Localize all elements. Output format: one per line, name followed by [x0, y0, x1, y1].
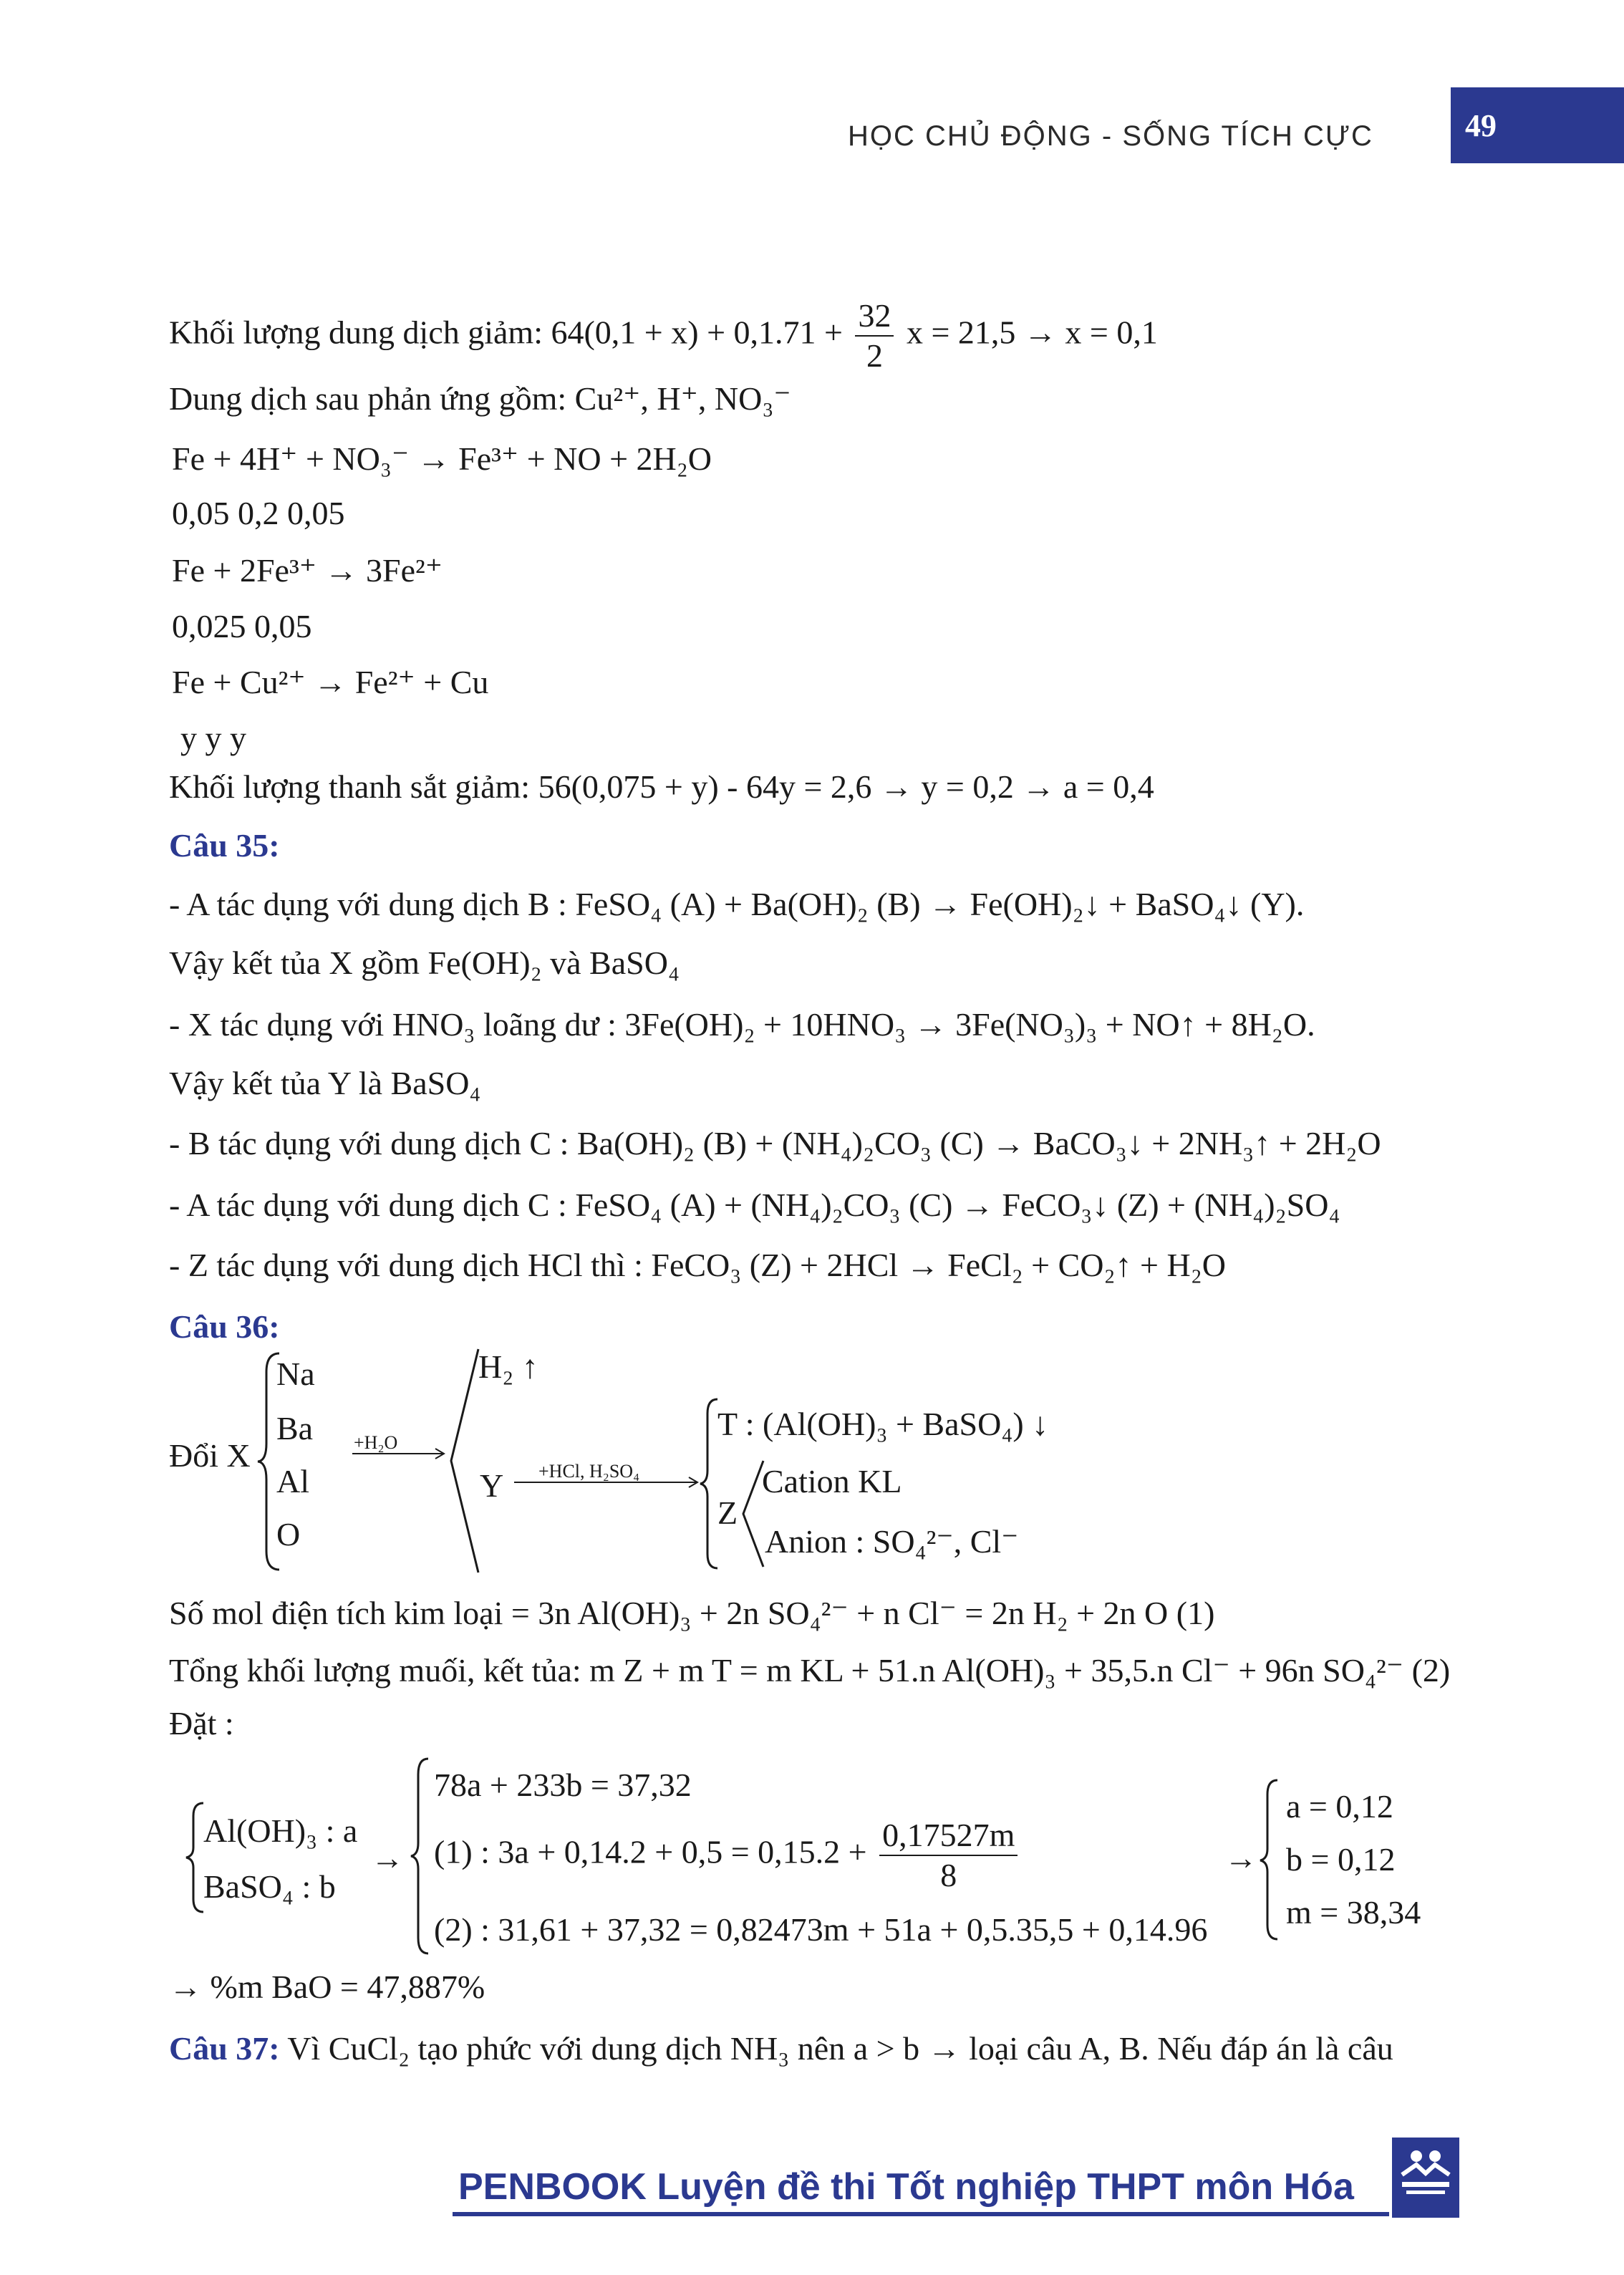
- footer-title: PENBOOK Luyện đề thi Tốt nghiệp THPT môn Hóa: [458, 2166, 1354, 2208]
- q35-line-4: Vậy kết tủa Y là BaSO₄: [169, 1065, 481, 1101]
- element-al: Al: [276, 1463, 309, 1499]
- mass-equation: Tổng khối lượng muối, kết tủa: m Z + m T = m KL + 51.n Al(OH)₃ + 35,5.n Cl⁻ + 96n SO₄²⁻ (2): [169, 1652, 1451, 1689]
- acid-reagent-label: +HCl, H₂SO₄: [538, 1461, 640, 1482]
- split-bracket-icon: [447, 1346, 483, 1575]
- system-eq-3: (2) : 31,61 + 37,32 = 0,82473m + 51a + 0,5.35,5 + 0,14.96: [434, 1911, 1208, 1948]
- left-brace-icon: [1259, 1777, 1280, 1942]
- text: (1) : 3a + 0,14.2 + 0,5 = 0,15.2 +: [434, 1833, 867, 1870]
- hydrogen-gas: H₂ ↑: [478, 1348, 538, 1385]
- equation-3: Fe + Cu²⁺ → Fe²⁺ + Cu: [172, 664, 489, 700]
- solution-line-2: Dung dịch sau phản ứng gồm: Cu²⁺, H⁺, NO₃⁻: [169, 380, 791, 417]
- solution-line-1: [169, 299, 1158, 372]
- element-ba: Ba: [276, 1410, 314, 1446]
- charge-equation: Số mol điện tích kim loại = 3n Al(OH)₃ + 2n SO₄²⁻ + n Cl⁻ = 2n H₂ + 2n O (1): [169, 1595, 1215, 1631]
- footer-divider: [453, 2212, 1389, 2216]
- percent-bao: → %m BaO = 47,887%: [169, 1969, 485, 2005]
- q35-line-5: - B tác dụng với dung dịch C : Ba(OH)₂ (B) + (NH₄)₂CO₃ (C) → BaCO₃↓ + 2NH₃↑ + 2H₂O: [169, 1125, 1381, 1161]
- arrow-icon: →: [371, 1840, 404, 1876]
- question-37-title: Câu 37:: [169, 2030, 280, 2067]
- equation-1-values: 0,05 0,2 0,05: [172, 495, 345, 531]
- q35-line-6: - A tác dụng với dung dịch C : FeSO₄ (A) + (NH₄)₂CO₃ (C) → FeCO₃↓ (Z) + (NH₄)₂SO₄: [169, 1187, 1340, 1223]
- result-m: m = 38,34: [1286, 1894, 1421, 1931]
- anion-label: Anion : SO₄²⁻, Cl⁻: [765, 1523, 1019, 1560]
- q37-line: [169, 2032, 1393, 2065]
- element-o: O: [276, 1516, 301, 1552]
- element-na: Na: [276, 1356, 315, 1392]
- fraction: $\frac{32}{2}$: [855, 299, 894, 372]
- q35-line-3: - X tác dụng với HNO₃ loãng dư : 3Fe(OH)₂ + 10HNO₃ → 3Fe(NO₃)₃ + NO↑ + 8H₂O.: [169, 1006, 1315, 1043]
- question-36-title: Câu 36:: [169, 1308, 280, 1345]
- equation-3-values: y y y: [180, 720, 246, 756]
- cation-label: Cation KL: [762, 1463, 902, 1499]
- solution-y: Y: [480, 1467, 504, 1504]
- equation-1: Fe + 4H⁺ + NO₃⁻ → Fe³⁺ + NO + 2H₂O: [172, 440, 712, 477]
- text: x = 21,5 → x = 0,1: [906, 314, 1158, 351]
- system-eq-1: 78a + 233b = 37,32: [434, 1767, 692, 1803]
- q35-line-1: - A tác dụng với dung dịch B : FeSO₄ (A) + Ba(OH)₂ (B) → Fe(OH)₂↓ + BaSO₄↓ (Y).: [169, 886, 1305, 922]
- variable-b: BaSO₄ : b: [203, 1868, 336, 1905]
- page-number: 49: [1465, 108, 1497, 143]
- q37-text: Vì CuCl₂ tạo phức với dung dịch NH₃ nên a > b → loại câu A, B. Nếu đáp án là câu: [287, 2030, 1393, 2067]
- q35-line-2: Vậy kết tủa X gồm Fe(OH)₂ và BaSO₄: [169, 945, 680, 981]
- result-a: a = 0,12: [1286, 1788, 1393, 1825]
- left-brace-icon: [410, 1756, 431, 1956]
- set-label: Đặt :: [169, 1705, 234, 1742]
- system-eq-2: [434, 1819, 1022, 1892]
- result-b: b = 0,12: [1286, 1841, 1396, 1878]
- arrow-icon: →: [1224, 1840, 1257, 1876]
- water-reagent-label: +H₂O: [354, 1432, 398, 1453]
- solution-z: Z: [717, 1494, 738, 1531]
- precipitate-t: T : (Al(OH)₃ + BaSO₄) ↓: [717, 1406, 1049, 1442]
- running-header: HỌC CHỦ ĐỘNG - SỐNG TÍCH CỰC: [848, 120, 1373, 152]
- q35-line-7: - Z tác dụng với dung dịch HCl thì : FeCO₃ (Z) + 2HCl → FeCl₂ + CO₂↑ + H₂O: [169, 1247, 1226, 1283]
- iron-mass-line: Khối lượng thanh sắt giảm: 56(0,075 + y) - 64y = 2,6 → y = 0,2 → a = 0,4: [169, 768, 1154, 805]
- arrow-icon: [351, 1446, 451, 1461]
- fraction: $\frac{0,17527m}{8}$: [879, 1819, 1018, 1892]
- arrow-icon: [513, 1475, 706, 1489]
- diagram-convert-label: Đổi X: [169, 1437, 251, 1474]
- publisher-logo-icon: [1392, 2138, 1459, 2218]
- question-35-title: Câu 35:: [169, 827, 280, 864]
- variable-a: Al(OH)₃ : a: [203, 1812, 358, 1849]
- equation-2-values: 0,025 0,05: [172, 608, 312, 644]
- text: Khối lượng dung dịch giảm: 64(0,1 + x) + 0,1.71 +: [169, 314, 843, 351]
- equation-2: Fe + 2Fe³⁺ → 3Fe²⁺: [172, 552, 443, 589]
